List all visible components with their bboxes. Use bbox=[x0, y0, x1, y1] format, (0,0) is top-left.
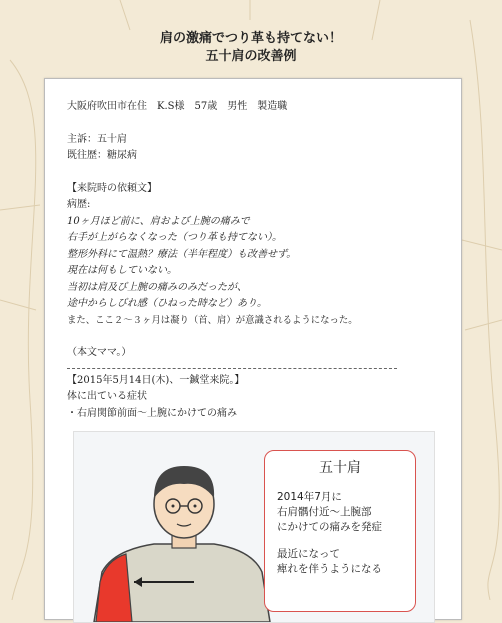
referral-line: 10ヶ月ほど前に、肩および上腕の痛みで bbox=[67, 215, 250, 227]
callout-box bbox=[264, 450, 416, 612]
page-title bbox=[0, 30, 502, 66]
case-content bbox=[67, 99, 447, 422]
medical-history: 既往歴：糖尿病 bbox=[67, 150, 137, 161]
callout-line: 最近になって bbox=[277, 548, 340, 560]
referral-line: 現在は何もしていない。 bbox=[67, 265, 177, 276]
referral-line: 右手が上がらなくなった（つり革も持てない）。 bbox=[67, 232, 282, 243]
referral-label: 病歴: bbox=[67, 199, 91, 210]
symptoms-label: 体に出ている症状 bbox=[67, 391, 147, 402]
referral-line: 整形外科にて温熱？療法（半年程度）も改善せず。 bbox=[67, 248, 297, 260]
referral-line: 当初は肩及び上腕の痛みのみだったが、 bbox=[67, 281, 247, 293]
case-card bbox=[44, 78, 462, 620]
page-title-line2: 五十肩の改善例 bbox=[205, 49, 297, 64]
patient-info: 大阪府吹田市在住 K.S様 57歳 男性 製造職 bbox=[67, 101, 288, 112]
referral-line: また、ここ２〜３ヶ月は凝り（首、肩）が意識されるようになった。 bbox=[67, 314, 358, 326]
visit-header: 【2015年5月14日(木)、一鍼堂来院。】 bbox=[67, 374, 245, 386]
referral-header: 【来院時の依頼文】 bbox=[67, 182, 157, 194]
callout-line: にかけての痛みを発症 bbox=[277, 521, 382, 533]
referral-note: （本文ママ。） bbox=[67, 347, 132, 358]
symptom-item: ・右肩関節前面〜上腕にかけての痛み bbox=[67, 407, 237, 419]
callout-line: 2014年7月に bbox=[277, 491, 342, 503]
callout-title: 五十肩 bbox=[319, 460, 361, 476]
callout-line: 痺れを伴うようになる bbox=[277, 563, 382, 575]
frozen-shoulder-illustration bbox=[73, 431, 435, 623]
chief-complaint: 主訴：五十肩 bbox=[67, 133, 127, 145]
referral-line: 途中からしびれ感（ひねった時など）あり。 bbox=[67, 298, 267, 309]
callout-line: 右肩髃付近〜上腕部 bbox=[277, 506, 372, 518]
page-title-line1: 肩の激痛でつり革も持てない！ bbox=[159, 31, 342, 46]
patient-figure-icon bbox=[74, 432, 274, 622]
section-divider bbox=[67, 368, 397, 369]
